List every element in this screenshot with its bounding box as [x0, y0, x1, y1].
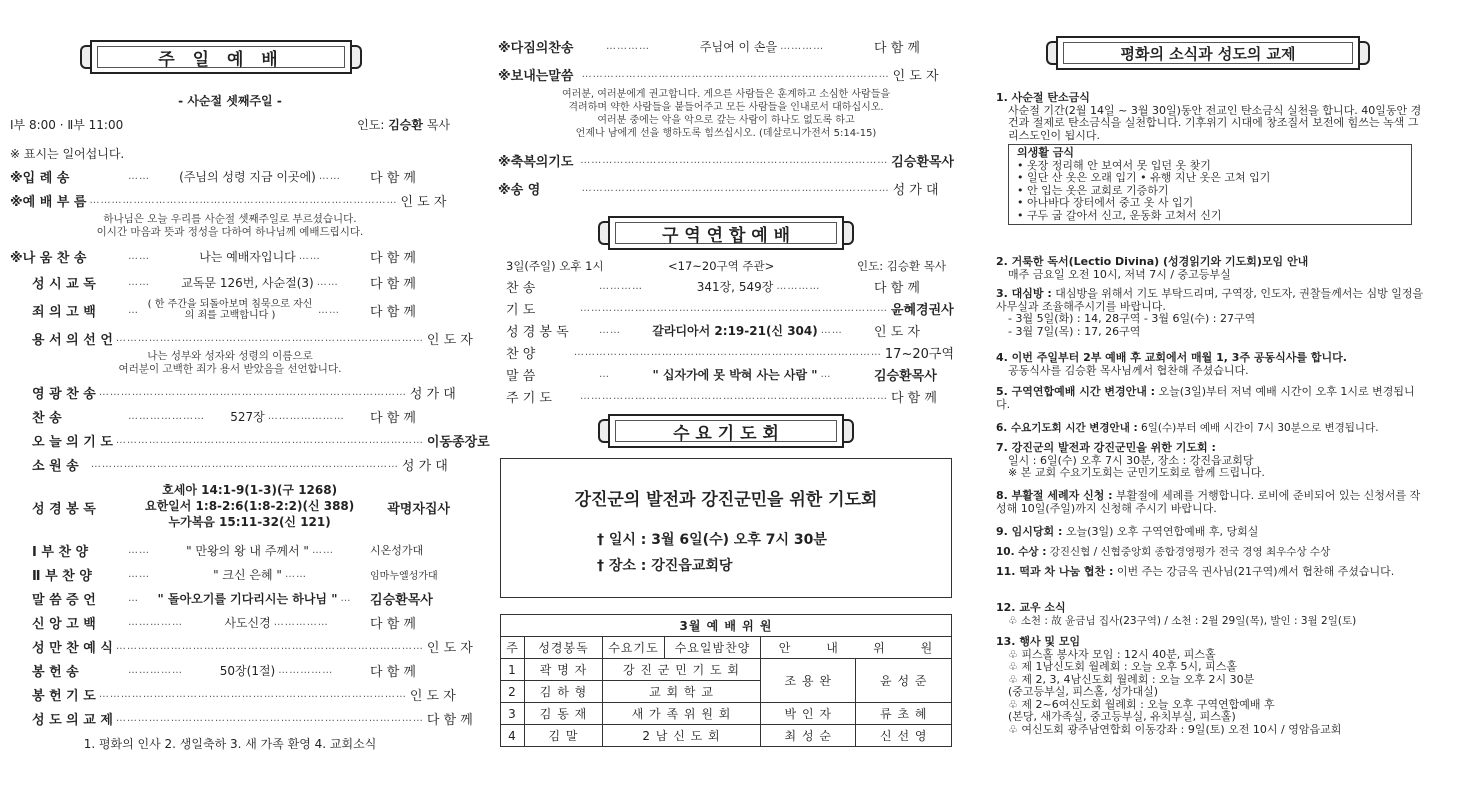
order-row: 죄 의 고 백 … ( 한 주간을 되돌아보며 침묵으로 자신의 죄를 고백합니다 ) …… 다 함 께 [32, 299, 416, 321]
news-6: 6. 수요기도회 시간 변경안내 : 6일(수)부터 예배 시간이 7시 30분으로 변경됩니다. [996, 422, 1379, 434]
table-row: 2 김 하 형 교 회 학 교 [501, 681, 952, 703]
order-row: ※보내는말씀 ………………………………………………………………………… 인 도 자 [498, 68, 939, 84]
joint-leader: 인도: 김승환 목사 [857, 259, 946, 273]
duty-header: 위 [856, 637, 903, 659]
order-row: 성 만 찬 예 식 ………………………………………………………………………… 인 도 자 [32, 640, 473, 656]
prayer-meeting-box [500, 458, 952, 598]
news-3: 3. 대심방 : 대심방을 위해서 기도 부탁드리며, 구역장, 인도자, 권찰들께서는 심방 일정을 사무실과 조율해주시기를 바랍니다. - 3월 5일(화) : 14, 28구역 - 3월 6일(수) : 27구역 - 3월 7일(목) : 17, 26구역 [996, 287, 1424, 338]
service-times: Ⅰ부 8:00 · Ⅱ부 11:00 [10, 118, 124, 132]
order-row: ※입 례 송 …… (주님의 성령 지금 이곳에) …… 다 함 께 [10, 169, 416, 186]
order-row: 소 원 송 ………………………………………………………………………… 성 가 대 [32, 458, 448, 474]
order-row: 용 서 의 선 언 ………………………………………………………………………… 인 도 자 [32, 332, 473, 348]
order-row: ※다짐의찬송 ………… 주님여 이 손을 ………… 다 함 께 [498, 39, 920, 56]
news-13: 13. 행사 및 모임 ♧ 피스홀 봉사자 모임 : 12시 40분, 피스홀 ♧ 제 1남신도회 월례회 : 오늘 오후 5시, 피스홀 ♧ 제 2, 3, 4남신도회 월례회 : 오늘 오후 2시 30분 (중고등부실, 피스홀, 성가대실) ♧ 제 2~6여신도회 월례회 : 오늘 오후 구역연합예배 후 (본당, 새가족실, 중고등부실, 유치부실, 피스홀) ♧ 여신도회 광주남연합회 이동강좌 : 9일(토) 오전 10시 / 영암읍교회 [996, 635, 1342, 736]
duty-header: 원 [903, 637, 952, 659]
sending-words: 여러분, 여러분에게 권고합니다. 게으른 사람들은 훈계하고 소심한 사람들을 격려하며 약한 사람들을 붙들어주고 모든 사람들을 인내로서 대하십시오. 여러분 중에는 악을 악으로 갚는 사람이 하나도 없도록 하고 언제나 남에게 선을 행하도록 힘쓰십시오. (데살로니가전서 5:14-15) [561, 89, 891, 139]
duty-header: 수요기도 [603, 637, 665, 659]
order-row: ※나 움 찬 송 …… 나는 예배자입니다 …… 다 함 께 [10, 249, 416, 266]
clothing-fast-box: 의생활 금식 • 옷장 정리해 안 보여서 못 입던 옷 찾기 • 일단 산 옷은 오래 입기 • 유행 지난 옷은 고쳐 입기 • 안 입는 옷은 교회로 기증하기 • 아나바다 장터에서 중고 옷 사 입기 • 구두 굽 갈아서 신고, 운동화 고쳐서 신기 [1008, 144, 1412, 225]
news-column [996, 0, 1428, 786]
joint-row: 기 도 ………………………………………………………………………… 윤혜경권사 [506, 302, 954, 318]
scripture-passages: 호세아 14:1-9(1-3)(구 1268) 요한일서 1:8-2:6(1:8-2:2)(신 388) 누가복음 15:11-32(신 121) [145, 483, 355, 529]
prayer-place: † 장소 : 강진읍교회당 [597, 558, 733, 574]
news-7: 7. 강진군의 발전과 강진군민을 위한 기도회 : 일시 : 6일(수) 오후 7시 30분, 장소 : 강진읍교회당 ※ 본 교회 수요기도회는 군민기도회로 함께 드립니다. [996, 441, 1265, 479]
march-duty-table [500, 614, 952, 747]
news-4: 4. 이번 주일부터 2부 예배 후 교회에서 매월 1, 3주 공동식사를 합니다. 공동식사를 김승환 목사님께서 협찬해 주셨습니다. [996, 351, 1347, 377]
call-note: 하나님은 오늘 우리를 사순절 셋째주일로 부르셨습니다. 이시간 마음과 뜻과 정성을 다하여 하나님께 예배드립시다. [96, 213, 364, 238]
news-1: 1. 사순절 탄소금식 사순절 기간(2월 14일 ~ 3월 30일)동안 전교인 탄소금식 실천을 합니다. 40일동안 경건과 절제로 탄소금식을 실천합니다. 기후위기 시대에 창조질서 보전에 힘쓰는 녹색 그리스도인이 됩시다. 의생활 금식 • 옷장 정리해 안 보여서 못 입던 옷 찾기 • 일단 산 옷은 오래 입기 • 유행 지난 옷은 고쳐 입기 • 안 입는 옷은 교회로 기증하기 • 아나바다 장터에서 중고 옷 사 입기 • 구두 굽 갈아서 신고, 운동화 고쳐서 신기 [996, 92, 1428, 227]
order-row: 말 씀 증 언 … " 돌아오기를 기다리시는 하나님 " … 김승환목사 [32, 591, 433, 608]
news-11: 11. 떡과 차 나눔 협찬 : 이번 주는 강금옥 권사님(21구역)께서 협찬해 주셨습니다. [996, 565, 1395, 578]
order-row: 성 도 의 교 제 ………………………………………………………………………… 다 함 께 [32, 712, 473, 728]
subtitle: - 사순절 셋째주일 - [178, 94, 282, 108]
prayer-title: 강진군의 발전과 강진군민을 위한 기도회 [574, 490, 878, 510]
order-row: Ⅱ 부 찬 양 …… " 크신 은혜 " …… 임마누엘성가대 [32, 567, 438, 584]
order-row: 봉 헌 송 …………… 50장(1절) …………… 다 함 께 [32, 663, 416, 680]
news-12: 12. 교우 소식 ♧ 소천 : 故 윤금님 집사(23구역) / 소천 : 2월 29일(목), 발인 : 3월 2일(토) [996, 601, 1357, 627]
news-banner: 평화의 소식과 성도의 교제 [1056, 36, 1360, 70]
table-row: 3 김 동 재 새 가 족 위 원 회 박 인 자 류 초 혜 [501, 703, 952, 725]
stand-note: ※ 표시는 일어섭니다. [10, 147, 125, 161]
duty-header: 성경봉독 [525, 637, 603, 659]
news-9: 9. 임시당회 : 오늘(3일) 오후 구역연합예배 후, 당회실 [996, 525, 1259, 538]
order-row: ※예 배 부 름 ………………………………………………………………………… 인 도 자 [10, 194, 447, 210]
joint-host: <17~20구역 주관> [668, 259, 775, 273]
duty-header: 내 [809, 637, 856, 659]
prayer-date: † 일시 : 3월 6일(수) 오후 7시 30분 [597, 532, 827, 548]
scripture-label: 성 경 봉 독 [32, 502, 96, 517]
table-row: 1 곽 명 자 강 진 군 민 기 도 회 조 용 완 윤 성 준 [501, 659, 952, 681]
forgive-note: 나는 성부와 성자와 성령의 이름으로 여러분이 고백한 죄가 용서 받았음을 선언합니다. [118, 350, 342, 375]
order-row: ※축복의기도 ………………………………………………………………………… 김승환목사 [498, 154, 954, 170]
order-row: 봉 헌 기 도 ………………………………………………………………………… 인 도 자 [32, 688, 456, 704]
news-8: 8. 부활절 세례자 신청 : 부활절에 세례를 거행합니다. 로비에 준비되어 있는 신청서를 작성해 10일(주일)까지 신청해 주시기 바랍니다. [996, 489, 1421, 515]
leader: 인도: 김승환 목사 [357, 118, 450, 132]
joint-row: 성 경 봉 독 …… 갈라디아서 2:19-21(신 304) …… 인 도 자 [506, 323, 920, 340]
news-5: 5. 구역연합예배 시간 변경안내 : 오늘(3일)부터 저녁 예배 시간이 오후 1시로 변경됩니다. [996, 385, 1415, 411]
duty-header: 수요일밤찬양 [665, 637, 761, 659]
scripture-reader: 곽명자집사 [387, 502, 450, 517]
worship-order-column [10, 0, 490, 786]
joint-row: 찬 송 ………… 341장, 549장 ………… 다 함 께 [506, 279, 920, 296]
order-row: 성 시 교 독 …… 교독문 126번, 사순절(3) …… 다 함 께 [32, 275, 416, 292]
duty-header: 주 [501, 637, 525, 659]
table-row: 4 김 말 2 남 신 도 회 최 성 순 신 선 영 [501, 725, 952, 747]
order-row: 신 앙 고 백 …………… 사도신경 …………… 다 함 께 [32, 615, 416, 632]
duty-caption: 3월 예 배 위 원 [501, 615, 952, 637]
order-row: Ⅰ 부 찬 양 …… " 만왕의 왕 내 주께서 " …… 시온성가대 [32, 543, 424, 560]
order-row: ※송 영 ………………………………………………………………………… 성 가 대 [498, 182, 939, 198]
joint-row: 말 씀 … " 십자가에 못 박혀 사는 사람 " … 김승환목사 [506, 367, 937, 384]
joint-row: 주 기 도 ………………………………………………………………………… 다 함 께 [506, 390, 937, 406]
news-10: 10. 수상 : 강진신협 / 신협중앙회 종합경영평가 전국 경영 최우수상 수상 [996, 546, 1331, 558]
duty-header: 안 [761, 637, 810, 659]
news-2: 2. 거룩한 독서(Lectio Divina) (성경읽기와 기도회)모임 안내 매주 금요일 오전 10시, 저녁 7시 / 중고등부실 [996, 255, 1309, 281]
middle-column [498, 0, 954, 786]
fellowship-note: 1. 평화의 인사 2. 생일축하 3. 새 가족 환영 4. 교회소식 [83, 737, 377, 751]
order-row: 오 늘 의 기 도 ………………………………………………………………………… 이동종장로 [32, 434, 490, 450]
order-row: 찬 송 ………………… 527장 ………………… 다 함 께 [32, 409, 416, 426]
sunday-worship-banner: 주 일 예 배 [90, 40, 352, 74]
joint-time: 3일(주일) 오후 1시 [506, 259, 604, 273]
order-row: 영 광 찬 송 ………………………………………………………………………… 성 가 대 [32, 386, 456, 402]
wednesday-prayer-banner: 수 요 기 도 회 [608, 414, 844, 448]
joint-row: 찬 양 ………………………………………………………………………… 17~20구역 [506, 346, 954, 362]
joint-worship-banner: 구 역 연 합 예 배 [608, 216, 844, 250]
